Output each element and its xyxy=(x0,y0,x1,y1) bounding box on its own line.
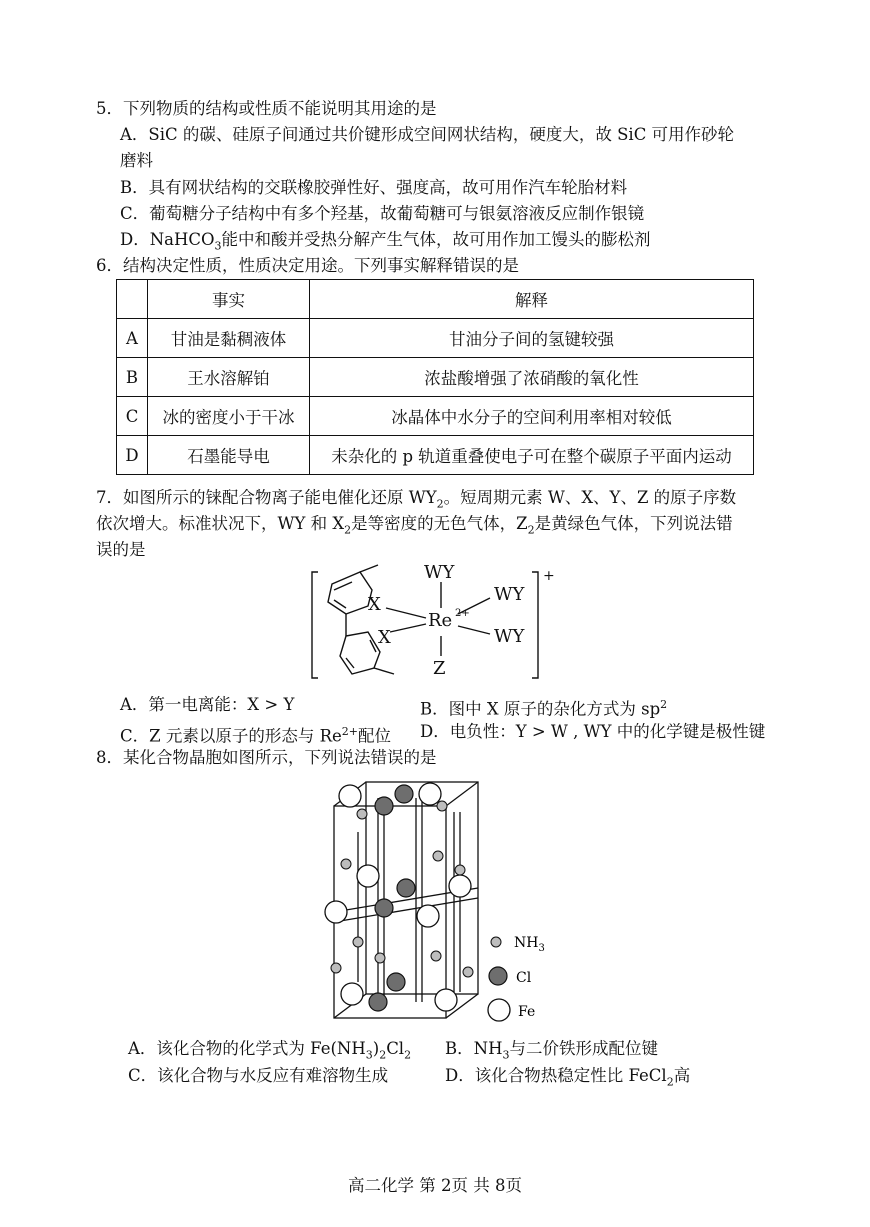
row-explain: 冰晶体中水分子的空间利用率相对较低 xyxy=(310,397,754,436)
row-fact: 石墨能导电 xyxy=(148,436,310,475)
table-header-fact: 事实 xyxy=(148,280,310,319)
q7-option-a: A．第一电离能：X > Y xyxy=(120,695,295,714)
z-label: Z xyxy=(433,658,446,679)
ion-charge-label: + xyxy=(543,568,555,584)
q5-option-b: B．具有网状结构的交联橡胶弹性好、强度高，故可用作汽车轮胎材料 xyxy=(120,178,628,197)
row-explain: 甘油分子间的氢键较强 xyxy=(310,319,754,358)
legend-nh3-label: $NH_3$ xyxy=(514,935,545,954)
row-key: B xyxy=(117,358,148,397)
cl-atoms xyxy=(369,785,415,1011)
row-key: D xyxy=(117,436,148,475)
table-row xyxy=(117,319,754,358)
legend-cl-icon xyxy=(489,967,507,985)
q8-option-c: C．该化合物与水反应有难溶物生成 xyxy=(128,1066,389,1085)
row-fact: 冰的密度小于干冰 xyxy=(148,397,310,436)
q7-stem-line2: 依次增大。标准状况下，WY 和 $X_2$是等密度的无色气体，$Z_2$是黄绿色气体，下列说法错 xyxy=(96,514,733,537)
table-header-row xyxy=(117,280,754,319)
x-label-lower: X xyxy=(378,627,391,648)
q5-option-a: A．SiC 的碳、硅原子间通过共价键形成空间网状结构，硬度大，故 SiC 可用作砂轮 xyxy=(120,125,735,144)
table-row xyxy=(117,397,754,436)
row-fact: 王水溶解铂 xyxy=(148,358,310,397)
q5-option-a-cont: 磨料 xyxy=(120,151,153,170)
page-footer: 高二化学 第 2页 共 8页 xyxy=(348,1176,522,1195)
q6-stem: 6．结构决定性质，性质决定用途。下列事实解释错误的是 xyxy=(96,256,519,275)
wy-label-right-lower: WY xyxy=(494,626,525,647)
upper-pyridine-ring xyxy=(328,572,372,614)
table-row xyxy=(117,436,754,475)
x-label-upper: X xyxy=(368,594,381,615)
wy-label-right-upper: WY xyxy=(494,584,525,605)
legend-fe-label: Fe xyxy=(518,1004,536,1020)
q8-stem: 8．某化合物晶胞如图所示，下列说法错误的是 xyxy=(96,748,437,767)
crystal-cell-diagram xyxy=(318,772,568,1030)
q7-option-b: B．图中 X 原子的杂化方式为 $sp^2$ xyxy=(420,698,668,719)
q8-option-d: D．该化合物热稳定性比 FeCl$_2$高 xyxy=(445,1066,691,1089)
wy-label-top: WY xyxy=(424,562,455,583)
q8-option-b: B．$NH_3$与二价铁形成配位键 xyxy=(445,1039,658,1062)
legend-cl-label: Cl xyxy=(516,970,532,986)
left-bracket xyxy=(312,572,318,678)
legend-nh3-icon xyxy=(491,937,501,947)
q7-option-d: D．电负性：Y > W , WY 中的化学键是极性键 xyxy=(420,722,766,741)
row-fact: 甘油是黏稠液体 xyxy=(148,319,310,358)
table-row xyxy=(117,358,754,397)
table-header-cell xyxy=(117,280,148,319)
right-bracket xyxy=(532,572,538,678)
row-key: C xyxy=(117,397,148,436)
q7-stem-line1: 7．如图所示的铼配合物离子能电催化还原 $WY_2$。短周期元素 W、X、Y、Z 的原子序数 xyxy=(96,488,737,511)
q8-option-a: A．该化合物的化学式为 $Fe(NH_3)_2Cl_2$ xyxy=(128,1039,412,1062)
re-label: Re xyxy=(428,610,453,631)
rhenium-complex-structure xyxy=(300,560,570,685)
q5-stem: 5．下列物质的结构或性质不能说明其用途的是 xyxy=(96,99,437,118)
table-header-explain: 解释 xyxy=(310,280,754,319)
q5-option-c: C．葡萄糖分子结构中有多个羟基，故葡萄糖可与银氨溶液反应制作银镜 xyxy=(120,204,645,223)
q6-table xyxy=(116,279,754,475)
q7-option-c: C．Z 元素以原子的形态与 $Re^{2+}$配位 xyxy=(120,725,391,746)
lower-pyridine-ring xyxy=(340,632,380,674)
row-explain: 浓盐酸增强了浓硝酸的氧化性 xyxy=(310,358,754,397)
legend-fe-icon xyxy=(488,999,510,1021)
q5-option-d: D．NaHCO$_3$能中和酸并受热分解产生气体，故可用作加工馒头的膨松剂 xyxy=(120,230,651,253)
legend xyxy=(488,935,545,1021)
row-explain: 未杂化的 p 轨道重叠使电子可在整个碳原子平面内运动 xyxy=(310,436,754,475)
q7-stem-line3: 误的是 xyxy=(96,540,146,559)
re-charge-label: 2+ xyxy=(455,608,470,619)
row-key: A xyxy=(117,319,148,358)
